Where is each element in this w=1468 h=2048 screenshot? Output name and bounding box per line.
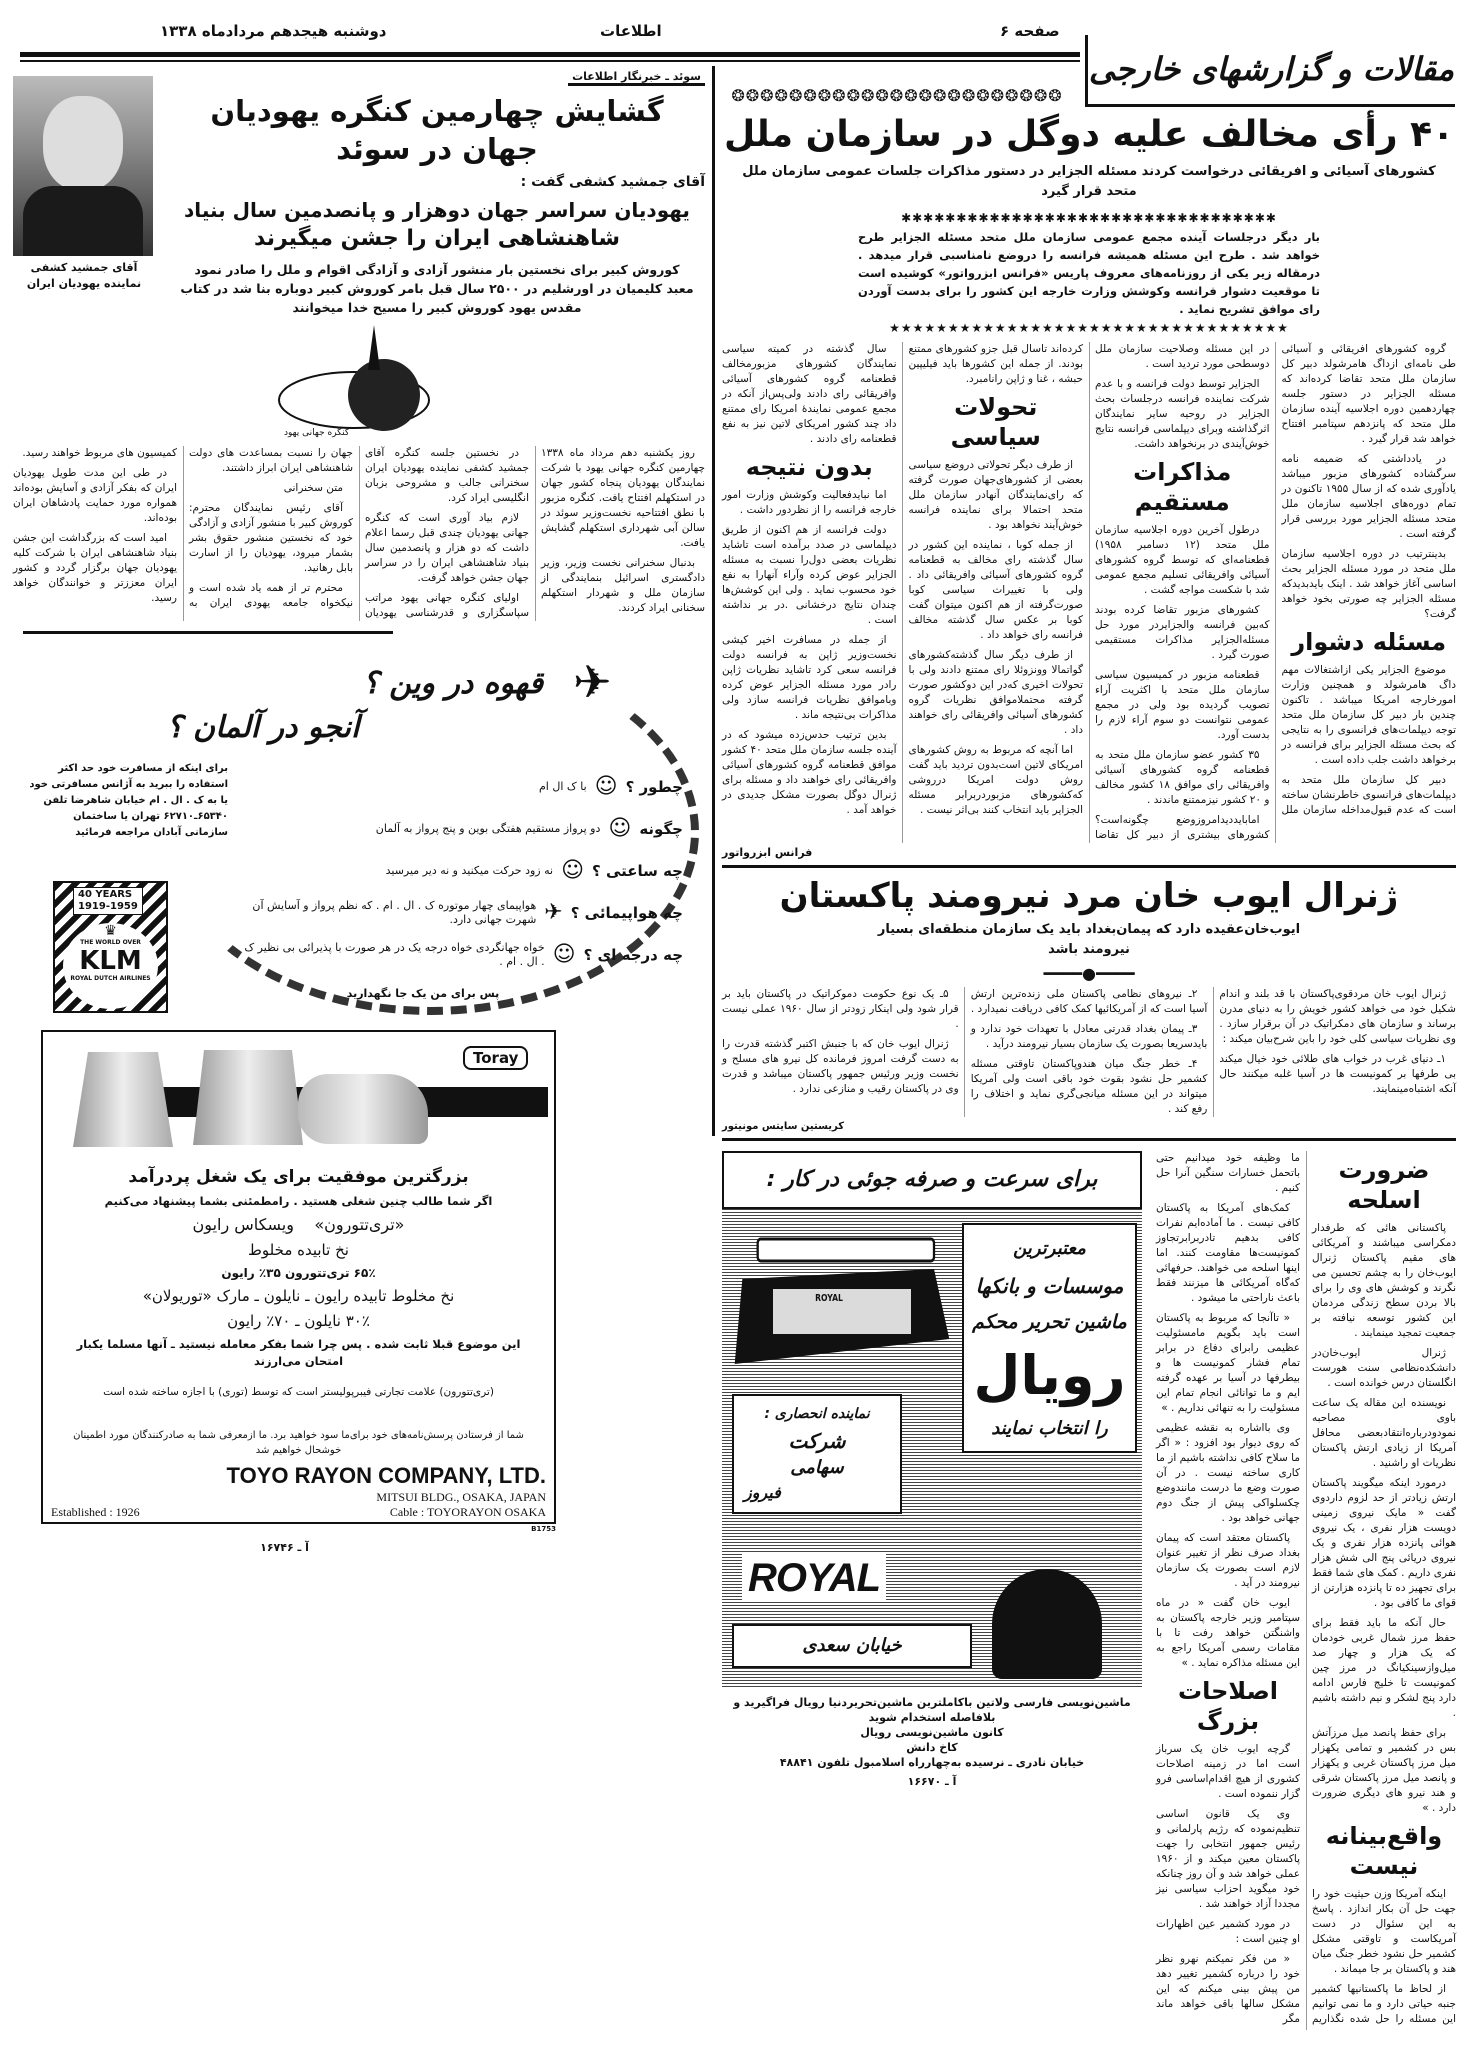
royal-pitch: ماشین تحریر محکم	[972, 1311, 1127, 1333]
ad-reference: آ ـ ۱۶۶۷۰	[907, 1775, 957, 1788]
paragraph: اما نبایدفعالیت وکوشش وزارت امور خارجه فرانسه را از نظردور داشت .	[722, 489, 897, 516]
portrait-block	[13, 70, 155, 292]
paragraph: متن سخنرانی	[283, 482, 343, 494]
royal-footer: خیابان نادری ـ نرسیده به‌چهارراه اسلامبول تلفون ۴۸۸۴۱	[779, 1756, 1085, 1769]
paragraph: در مورد کشمیر عین اظهارات او چنین است :	[1156, 1918, 1300, 1945]
agent-name: فیروز	[744, 1483, 781, 1502]
klm-answer: هواپیمای چهار موتوره ک . ال . ام . که نظم پرواز و آسایش آن شهرت جهانی دارد.	[252, 899, 537, 926]
bottom-row	[722, 1151, 1456, 2030]
paragraph: بدینترتیب در دوره اجلاسیه سازمان ملل متحد در مورد مسئله الجزایر بحث اساسی آغاز خواهد شد . اینک بایدبدیدکه مسئله الجزایر چه صورتی بخود خواهد گرفت؟	[1281, 548, 1456, 620]
royal-advertisement	[722, 1151, 1142, 1790]
paragraph: پاکستان معتقد است که پیمان بغداد صرف نظر از تغییر عنوان لازم است بصورت یک سازمان نیرومند در آید .	[1156, 1532, 1300, 1589]
paragraph: آقای رئیس نمایندگان محترم: کوروش کبیر با منشور آزادی و آزادگی خود که نخستین منشور حقوق بشر بشمار میرود، یهودیان را از اسارت بابل رهانید.	[189, 502, 353, 574]
paragraph: از جمله کوبا ، نماینده این کشور در سال گذشته رای مخالف به قطعنامه گروه کشورهای آسیائی وافریقائی داد . ولی با تغییرات سیاسی کوبا صورت‌گرفته از هم اکنون میتوان گفت کوبا بر عکس سال گذشته مخالف فرانسه رای خواهد داد .	[908, 539, 1083, 641]
klm-qa-row	[243, 892, 683, 934]
paragraph: ژنرال ایوب خان که با جنبش اکتبر گذشته قدرت را به دست گرفت امروز فرمانده کل نیرو های مسلح و نخست وزیر ورئیس جمهور پاکستان میباشد و قدرت وی در پاکستان رقیب و منازعی ندارد .	[722, 1038, 959, 1095]
face-illustration-icon: ☺	[552, 942, 576, 967]
paragraph: بدین ترتیب حدس‌زده میشود که در آینده جلسه سازمان ملل متحد ۴۰ کشور موافق قطعنامه گروه کشورهای آسیائی وافریقائی رای خواهند داد و مسئله برای ژنرال دوگل بصورت مشکل جدیدی در خواهد آمد .	[722, 729, 897, 816]
royal-art-area	[722, 1209, 1142, 1689]
paragraph: ژنرال ایوب خان مردقوی‌پاکستان با قد بلند و اندام شکیل خود می خواهد کشور خویش را به دنیای مدرن برساند و سازمان های دمکراتیک در آن برقرار سازد . وی نظریات سیاسی کلی خود را باین شرح‌بیان میکند :	[1219, 988, 1456, 1045]
pakistan-body-continued	[1156, 1151, 1456, 2030]
un-byline: فرانس ابزرواتور	[722, 846, 813, 859]
face-illustration-icon: ☺	[561, 858, 585, 883]
paragraph: اینکه آمریکا وزن حیثیت خود را جهت حل آن بکار اندازد . پاسخ به این سئوال در دست آمریکاست و تاوقتی مشکل کشمیر حل نشود خطر جنگ میان هند و پاکستان بر جا میماند .	[1312, 1888, 1456, 1975]
typewriter-illustration	[727, 1229, 957, 1379]
toray-text: ۶۵٪ تری‌تتورون ۳۵٪ رایون	[221, 1266, 376, 1280]
paragraph: حال آنکه ما باید فقط برای حفظ مرز شمال غربی خودمان که یک هزار و چهار صد میل‌وازسینکیانگ در مرز چین کمونیست تا خلیج فارس ادامه دارد پنج لشکر و نیم داشته باشیم .	[1312, 1617, 1456, 1719]
divider	[722, 865, 1456, 868]
paragraph: در طی این مدت طویل یهودیان ایران که بفکر آزادی و آسایش بوده‌اند همواره مورد حمایت پادشاهان ایران بوده‌اند.	[13, 467, 177, 524]
agent-label: نماینده انحصاری :	[764, 1406, 870, 1422]
klm-subtitle: ROYAL DUTCH AIRLINES	[70, 975, 151, 982]
paragraph: گروه کشورهای افریقائی و آسیائی طی نامه‌ای ازداگ هامرشولد دبیر کل سازمان ملل متحد تقاضا کرده‌اند که مسئله الجزایر در دستور جلسه چهاردهمین دوره اجلاسیه آینده سازمان ملل متحد که پانزدهم سپتامبر افتتاح خواهد شد قرار گیرد .	[1281, 343, 1456, 445]
toray-address-row	[43, 1490, 554, 1522]
section-heading: واقع‌بینانه نیست	[1325, 1822, 1443, 1880]
royal-footer: ماشین‌نویسی فارسی ولاتین باکاملترین ماشین‌تحریردنیا رویال فراگیرید و بلافاصله استخدام شوید	[733, 1696, 1131, 1724]
yarn-cone-image	[73, 1052, 173, 1147]
section-heading: تحولات سیاسی	[950, 393, 1041, 451]
klm-answer: خواه جهانگردی خواه درجه یک در هر صورت با پذیرائی بی نظیر ک . ال . ام .	[244, 941, 545, 968]
congress-header	[13, 70, 705, 317]
paragraph: دبیر کل سازمان ملل متحد به دیپلمات‌های فرانسوی خاطرنشان ساخته است که عدم قبول‌مداخله سازمان ملل در این مسئله وصلاحیت سازمان ملل دوسطحی مورد تردید است .	[1095, 343, 1456, 816]
paragraph: نویسنده این مقاله یک ساعت باوی مصاحبه نمودودرباره‌انتقادبعضی محافل آمریکا از زیادی ارتش پاکستان نظریات او راشنید .	[1312, 1397, 1456, 1469]
royal-logo: ROYAL	[742, 1554, 886, 1602]
toray-text: ۳۰٪ نایلون ـ ۷۰٪ رایون	[227, 1312, 370, 1330]
paragraph: وی یک قانون اساسی تنظیم‌نموده که رژیم پارلمانی و رئیس جمهور انتخابی را جهت پاکستان معین میکند و از ۱۹۶۰ عملی خواهد شد و آن روز چنانکه خود میگوید احزاب سیاسی نیز مجددا آزاد خواهند شد .	[1156, 1808, 1300, 1910]
paragraph: امابایددیدامروزوضع چگونه‌است؟ کشورهای بیشتری از دبیر کل تقاضا کرده‌اند تاسال قبل جزو کشورهای ممتنع بودند. از جمله این کشورها باید فیلیپین حبشه ، غنا و ژاپن رانامبرد.	[908, 343, 1270, 841]
royal-pitch-box	[962, 1223, 1137, 1453]
agent-name: سهامی	[790, 1457, 844, 1478]
klm-question: چه درجه ای ؟	[583, 946, 683, 964]
section-heading: بدون نتیجه	[745, 453, 873, 481]
klm-qa-row	[243, 850, 683, 892]
star-border: ✱✱✱✱✱✱✱✱✱✱✱✱✱✱✱✱✱✱✱✱✱✱✱✱✱✱✱✱✱✱✱✱✱✱	[901, 211, 1277, 225]
paragraph: از طرف دیگر سال گذشته‌کشورهای گواتمالا وونزوئلا رای ممتنع دادند ولی با تحولات اخیری که‌در این دوکشور صورت گرفته محتملاموافق نظریات گروه کشورهای آسیائی وافریقائی رای خواهند داد .	[908, 649, 1083, 736]
congress-headline: گشایش چهارمین کنگره یهودیان جهان در سوئد	[210, 94, 664, 166]
klm-logo	[53, 881, 168, 1013]
emblem-text: کنگره جهانی یهود	[284, 428, 350, 438]
toray-note: (تری‌تتورون) علامت تجارتی فیبرپولیستر است که توسط (توری) با اجازه ساخته شده است	[103, 1386, 494, 1398]
ad-reference: آ ـ ۱۶۷۴۶	[260, 1541, 309, 1554]
paragraph: محترم تر از همه یاد شده است و نیکخواه جامعه یهودی ایران به کمیسیون های مربوط خواهند رسید.	[22, 447, 353, 609]
company-cable: Cable : TOYORAYON OSAKA	[389, 1505, 546, 1519]
un-subhead: کشورهای آسیائی و افریقائی درخواست کردند مسئله الجزایر در دستور مذاکرات جلسات عمومی سازمان ملل متحد قرار گیرد	[742, 164, 1436, 199]
klm-title-2: آنجو در آلمان ؟	[166, 710, 360, 745]
paragraph: ۳ـ پیمان بغداد قدرتی معادل با تعهدات خود ندارد و بایدسریعا بصورت یک سازمان بسیار نیرومند درآید .	[970, 1023, 1208, 1050]
congress-body	[13, 446, 705, 621]
klm-answer: نه زود حرکت میکنید و نه دیر میرسید	[385, 864, 554, 877]
un-headline: ۴۰ رأی مخالف علیه دوگل در سازمان ملل	[723, 114, 1455, 155]
toray-image-area	[43, 1032, 554, 1157]
paragraph: از لحاظ ما پاکستانیها کشمیر جنبه حیاتی دارد و ما نمی توانیم این مسئله را حل شده نگذاریم ما وظیفه خود میدانیم حتی باتحمل خسارات سنگین آنرا حل کنیم .	[1156, 1152, 1456, 2025]
ornament-divider: ━━━━●━━━━	[1043, 964, 1135, 983]
newspaper-name: اطلاعات	[600, 22, 662, 40]
paragraph: کشورهای مزبور تقاضا کرده بودند که‌بین فرانسه والجزایردر مورد حل مسئله‌الجزایر مذاکرات مستقیمی صورت گیرد .	[1095, 604, 1270, 661]
masthead-rule	[20, 52, 1080, 57]
paragraph: « تاآنجا که مربوط به پاکستان است باید بگویم مامسئولیت عظیمی رابرای دفاع در برابر تمام فشار کمونیست ها و بیطرفها در آسیا بر عهده گرفته ایم و ما توانائی انجام تمام این مسئولیت را به تنهائی نداریم . »	[1156, 1312, 1300, 1414]
congress-kicker: آقای جمشید کشفی گفت :	[520, 174, 705, 190]
klm-qa-row	[243, 934, 683, 976]
klm-qa-row	[243, 808, 683, 850]
paragraph: اما آنچه که مربوط به روش کشورهای امریکای لاتین است‌بدون تردید باید گفت روش دولت امریکا درروشی که‌کشورهای مزبوردربرابر مسئله الجزایر باید انتخاب کنند بی‌اثر نیست .	[908, 744, 1083, 816]
pakistan-body	[722, 987, 1456, 1117]
star-border: ★★★★★★★★★★★★★★★★★★★★★★★★★★★★★★★★★★	[889, 321, 1289, 335]
paragraph: قطعنامه مزبور در کمیسیون سیاسی سازمان ملل متحد با اکثریت آراء تصویب گردیده بود ولی در مجمع عمومی نتوانست دو سوم آراء لازم را بدست آورد.	[1095, 669, 1270, 741]
page-number: صفحه ۶	[1000, 22, 1060, 40]
royal-footer: کاخ دانش	[906, 1741, 958, 1754]
un-body	[722, 342, 1456, 843]
section-heading: مذاکرات مستقیم	[1133, 458, 1232, 516]
un-boxed-intro	[842, 210, 1336, 336]
congress-deck: کوروش کبیر برای نخستین بار منشور آزادی و آزادگی اقوام و ملل را صادر نمود معبد کلیمیان در اورشلیم در ۲۵۰۰ سال قبل بامر کوروش کبیر دوباره بنا شد در کتاب مقدس یهود کوروش کبیر را مسیح خدا میخوانند	[180, 262, 694, 315]
paragraph: کمک‌های آمریکا به پاکستان کافی نیست . ما آماده‌ایم نفرات کافی بدهیم تادربرابرتجاوز کمونیست‌ها مقاومت کنند. اما اینها اسلحه می خواهند. حرفهائی که‌گاه آمریکائی ها میزنند فقط باعث ناراحتی ما میشود .	[1156, 1202, 1300, 1304]
toray-text: نخ مخلوط تابیده رایون ـ نایلون ـ مارک «توریولان»	[142, 1287, 455, 1305]
klm-question: چگونه	[639, 820, 683, 838]
royal-headline-box	[722, 1151, 1142, 1209]
paragraph: لازم بیاد آوری است که کنگره جهانی یهودیان چندی قبل رسما اعلام داشت که دو هزار و پانصدمین سال بنیاد شاهنشاهی ایران را در سراسر جهان جشن خواهد گرفت.	[365, 512, 529, 584]
company-contact	[376, 1490, 546, 1520]
toray-text: این موضوع قبلا ثابت شده . پس چرا شما بفکر معامله نیستید ـ آنها مسلما یکبار امتحان می‌ارزند	[76, 1337, 521, 1368]
ad-code: B1753	[531, 1525, 556, 1533]
column-rule	[712, 66, 715, 1136]
paragraph: از جمله در مسافرت اخیر کیشی نخست‌وزیر ژاپن به فرانسه دولت فرانسه سعی کرد تاشاید نظریات ژاپن رادر مورد مسئله الجزایر عوض کرده وباموافق نظریات فرانسه سازد ولی مذاکرات بی‌نتیجه ماند .	[722, 634, 897, 721]
dateline: سوئد ـ خبرنگار اطلاعات	[568, 70, 705, 86]
klm-answer: دو پرواز مستقیم هفتگی بوین و پنج پرواز به آلمان	[375, 822, 601, 835]
klm-advertisement	[13, 631, 705, 1016]
paragraph: برای حفظ پانصد میل مرزآتش بس در کشمیر و تمامی یکهزار میل مرز پاکستان غربی و یکهزار و پانصد میل مرز پاکستان شرقی و هند نیرو های دیگری ضرورت دارد . »	[1312, 1727, 1456, 1814]
boxed-text: بار دیگر درجلسات آینده مجمع عمومی سازمان ملل متحد مسئله الجزایر طرح خواهد شد . طرح این مسئله همیشه فرانسه را دروضع نامناسبی قرار میدهد . درمقاله زیر یکی از روزنامه‌های معروف پاریس «فرانس ابزرواتور» کوشیده است تا موقعیت دشوار فرانسه وکوشش وزارت خارجه این کشور را برای بدست آوردن رای موافق تشریح نماید .	[858, 230, 1320, 316]
paragraph: ۵ـ یک نوع حکومت دموکراتیک در پاکستان باید بر قرار شود ولی اینکار زودتر از سال ۱۹۶۰ عملی نیست .	[722, 988, 959, 1030]
section-heading: اصلاحات بزرگ	[1177, 1677, 1279, 1735]
royal-headline: برای سرعت و صرفه جوئی در کار :	[766, 1167, 1098, 1192]
klm-info: برای اینکه از مسافرت خود حد اکثر استفاده را ببرید به آژانس مسافرتی خود یا به ک . ال . ام خیابان شاهرضا تلفن ۶۵۳۴۰ـ۶۲۷۱۰ تهران یا ساختمان سازمانی آبادان مراجعه فرمائید	[29, 763, 228, 838]
face-illustration-icon: ☺	[594, 774, 618, 799]
airplane-icon: ✈	[544, 900, 563, 925]
klm-qa-row	[243, 766, 683, 808]
paragraph: اولیای کنگره جهانی یهود مراتب سپاسگزاری و قدرشناسی یهودیان جهان را نسبت بمساعدت های دولت شاهنشاهی ایران ابراز داشتند.	[189, 447, 529, 619]
congress-heads	[169, 70, 705, 317]
yarn-cone-image	[193, 1050, 303, 1145]
toray-advertisement	[41, 1030, 556, 1524]
toray-text: «تری‌تتورون» ویسکاس رایون	[192, 1215, 405, 1234]
klm-tagline: THE WORLD OVER	[80, 939, 141, 946]
klm-wordmark: KLM	[79, 946, 142, 976]
congress-subhead: شاهنشاهی ایران را جشن میگیرند	[253, 226, 620, 251]
klm-qa-list	[243, 766, 683, 976]
paragraph: در نخستین جلسه کنگره آقای جمشید کشفی نماینده یهودیان ایران سخنرانی جالب و مشروحی بزبان انگلیسی ایراد کرد.	[365, 447, 529, 504]
pakistan-byline: کریستین سایتس مونیتور	[722, 1121, 845, 1132]
paragraph: درمورد اینکه میگویند پاکستان ارتش زیادتر از حد لزوم داردوی گفت « مایک نیروی زمینی دویست هزار نفری ، یک نیروی هوائی پانزده هزار نفری و یک نیروی دریائی پنج الی شش هزار نفری داریم . کمک های شما فقط برای تجهیز ده تا پانزده هزارتن از قوای ما کافی بود .	[1312, 1477, 1456, 1609]
company-address: MITSUI BLDG., OSAKA, JAPAN	[376, 1490, 546, 1504]
divider	[23, 631, 393, 634]
paragraph: ۱ـ دنیای غرب در خواب های طلائی خود خیال میکند بی طرفها بر کمونیست ها در آسیا غلبه میکنند حال آنکه اشتباه‌مینمایند.	[1219, 1053, 1456, 1095]
paragraph: بدنبال سخنرانی نخست وزیر، وزیر دادگستری اسرائیل بنمایندگی از سازمان ملل و شهردار استکهلم سخنانی ایراد کردند.	[541, 557, 705, 614]
street-box	[732, 1624, 972, 1668]
klm-flag: 40 YEARS 1919-1959	[73, 887, 143, 915]
company-name: TOYO RAYON COMPANY, LTD.	[226, 1463, 546, 1488]
paragraph: امید است که بزرگداشت این جشن بنیاد شاهنشاهی ایران با شرکت کلیه یهودیان جهان برگزار گردد و کشور ایران معززتر و خوانندگان خواهد رسید.	[13, 532, 177, 604]
left-column	[13, 70, 705, 1556]
congress-emblem	[13, 325, 705, 440]
congress-subhead: یهودیان سراسر جهان دوهزار و پانصدمین سال بنیاد	[184, 198, 690, 222]
royal-pitch: را انتخاب نمایند	[991, 1418, 1108, 1439]
airplane-icon: ✈	[573, 655, 612, 709]
paragraph: موضوع الجزایر یکی ازاشتغالات مهم داگ هامرشولد و همچنین وزارت امورخارجه امریکا میباشد . تاکنون چندین بار دبیر کل سازمان ملل متحد توجه دیپلمات‌های فرانسوی را به نتایجی که بحث مسئله الجزایر برای فرانسه در برخواهد داشت جلب داده است .	[1281, 664, 1456, 766]
royal-street: خیابان سعدی	[802, 1635, 902, 1656]
ornament-border: ❂❂❂❂❂❂❂❂❂❂❂❂❂❂❂❂❂❂❂❂❂❂❂	[731, 88, 1063, 104]
paragraph: پاکستانی هائی که طرفدار دمکراسی میباشند و آمریکائی های مقیم پاکستان ژنرال ایوب‌خان را به چشم تحسین می نگرند و کوشش های وی را برای بالا بردن سطح زندگی مردمان این کشور توسعه نیافته بر جمعیت تمجید مینمایند .	[1312, 1222, 1456, 1339]
divider	[722, 1138, 1456, 1141]
agent-name: شرکت	[788, 1429, 846, 1453]
klm-question: چطور ؟	[625, 778, 683, 796]
royal-pitch: موسسات و بانکها	[975, 1274, 1124, 1298]
paragraph: الجزایر توسط دولت فرانسه و با عدم شرکت نماینده فرانسه درجلسات بحث الجزایر در روحیه سایر نمایندگان اثرگذاشته وبرای دیپلماسی فرانسه نتایج خوش‌آیندی در برنخواهد داشت.	[1095, 378, 1270, 450]
photo-caption: آقای جمشید کشفی نماینده یهودیان ایران	[26, 261, 142, 290]
face-illustration-icon: ☺	[608, 816, 632, 841]
toray-footer: شما از فرستادن پرسش‌نامه‌های خود برای‌ما سود خواهید برد. ما ازمعرفی شما به صادرکنندگان مورد اطمینان خوشحال خواهیم شد	[73, 1430, 524, 1456]
paragraph: ژنرال ایوب‌خان‌در دانشکده‌نظامی سنت هورست انگلستان درس خوانده است .	[1312, 1347, 1456, 1389]
toray-headline: بزرگترین موفقیت برای یک شغل پردرآمد	[128, 1167, 469, 1187]
toray-text: اگر شما طالب چنین شغلی هستید . رامطمئنی بشما پیشنهاد می‌کنیم	[104, 1194, 493, 1208]
paragraph: « من فکر نمیکنم نهرو نظر خود را درباره کشمیر تغییر دهد من پیش بینی میکنم که این مشکل سالها باقی خواهد ماند مگر	[1156, 1953, 1300, 2025]
yarn-spool-image	[298, 1074, 428, 1144]
paragraph: ۴ـ خطر جنگ میان هندوپاکستان تاوقتی مسئله کشمیر حل نشود بقوت خود باقی است ولی آمریکا میتواند در این مسئله میانجی‌گری نماید و اختلاف را رفع کند .	[970, 1058, 1208, 1115]
woman-illustration	[992, 1569, 1102, 1679]
section-heading: مسئله دشوار	[1291, 628, 1447, 656]
paragraph: ایوب خان گفت « در ماه سپتامبر وزیر خارجه پاکستان به واشنگتن خواهد رفت تا با مقامات رسمی آمریکا راجع به این مسئله مذاکره نماید . »	[1156, 1597, 1300, 1669]
royal-brand-persian: رویال	[973, 1344, 1126, 1407]
paragraph: ۳۵ کشور عضو سازمان ملل متحد به قطعنامه گروه کشورهای آسیائی وافریقائی رای موافق ۱۸ کشور مخالف و ۲۰ کشور نیزممتنع ماندند .	[1095, 749, 1270, 806]
typewriter-label: ROYAL	[815, 1293, 843, 1305]
section-heading: ضرورت اسلحه	[1338, 1156, 1430, 1214]
paragraph: درطول آخرین دوره اجلاسیه سازمان ملل متحد (۱۲ دسامبر ۱۹۵۸) قطعنامه‌ای که توسط گروه کشورهای آسیائی وافریقائی تسلیم مجمع عمومی شد با شکست مواجه گشت .	[1095, 524, 1270, 596]
issue-date: دوشنبه هیجدهم مردادماه ۱۳۳۸	[160, 22, 387, 40]
paragraph: ۲ـ نیروهای نظامی پاکستان ملی زنده‌ترین ارتش آسیا است که از آمریکائیها کمک کافی دریافت نمیدارد .	[970, 988, 1208, 1015]
agent-box	[732, 1394, 902, 1514]
masthead-rule	[20, 60, 1080, 62]
toray-text-block	[43, 1157, 554, 1458]
paragraph: گرچه ایوب خان یک سرباز است اما در زمینه اصلاحات کشوری از هیچ اقدام‌اساسی فرو گزار ننموده است .	[1156, 1743, 1300, 1800]
paragraph: سال گذشته در کمیته سیاسی نمایندگان کشورهای مزبورمخالف قطعنامه گروه کشورهای آسیائی وافریقائی رای دادند ولی‌پس‌از آنکه در مجمع عمومی نمایندهٔ امریکا رای ممتنع داد چند کشور امریکای لاتین نیز به نفع قطعنامه رای دادند .	[722, 343, 897, 445]
section-title: مقالات و گزارشهای خارجی	[1085, 35, 1455, 107]
toray-logo: Toray	[463, 1046, 528, 1070]
portrait-photo	[13, 76, 153, 256]
klm-title-1: قهوه در وین ؟	[362, 666, 544, 701]
klm-closing: پس برای من یک جا نگهدارید	[346, 987, 500, 1000]
pakistan-headline: ژنرال ایوب خان مرد نیرومند پاکستان	[779, 876, 1399, 916]
right-column	[722, 112, 1456, 2030]
toray-text: نخ تابیده مخلوط	[248, 1241, 349, 1259]
klm-answer: با ک ال ام	[539, 780, 587, 793]
klm-question: چه ساعتی ؟	[592, 862, 683, 880]
pakistan-subhead: ایوب‌خان‌عقیده دارد که پیمان‌بغداد باید یک سازمان منطقه‌ای بسیار نیرومند باشد	[877, 922, 1301, 957]
paragraph: از طرف دیگر تحولاتی دروضع سیاسی بعضی از کشورهای‌جهان صورت گرفته که رای‌نمایندگان آنهادر سازمان ملل متحد احتمالا برای نماینده فرانسه خوش‌آیند نخواهد بود .	[908, 459, 1083, 531]
klm-question: چه هواپیمائی ؟	[570, 904, 683, 922]
established-year: Established : 1926	[51, 1505, 140, 1519]
royal-pitch: معتبرترین	[1013, 1238, 1086, 1259]
paragraph: وی بااشاره به نقشه عظیمی که روی دیوار بود افزود : « اگر ما سلاح کافی نداشته باشیم از ما کاری ساخته نیست . در آن صورت وضع ما درست مانندوضع چکسلواکی پیش از جنگ دوم جهانی خواهد بود .	[1156, 1422, 1300, 1524]
royal-footer: کانون ماشین‌نویسی رویال	[860, 1726, 1004, 1739]
paragraph: در یادداشتی که ضمیمه نامه سرگشاده کشورهای مزبور میباشد یادآوری شده که از سال ۱۹۵۵ تاکنون در تمام دوره‌های اجلاسیه سازمان ملل متحد مسئله الجزایر مورد بررسی قرار گرفته است .	[1281, 453, 1456, 540]
crown-icon: ♛	[104, 923, 117, 939]
paragraph: دولت فرانسه از هم اکنون از طریق دیپلماسی در صدد برآمده است تاشاید نظریات بعضی دول‌را نسبت به مسئله الجزایر عوض کرده وآراء آنهارا به نفع خود محسوب نماید . ولی این کوشش‌ها چندان نتایج درخشانی .در بر نداشته است .	[722, 524, 897, 626]
paragraph: روز یکشنبه دهم مرداد ماه ۱۳۳۸ چهارمین کنگره جهانی یهود با شرکت نمایندگان یهودیان پنجاه کشور جهان در استکهلم افتتاح یافت. کنگره مزبور با نطق افتتاحیه نخست‌وزیر سوئد در سالن آبی شهرداری استکهلم گشایش یافت.	[541, 447, 705, 549]
